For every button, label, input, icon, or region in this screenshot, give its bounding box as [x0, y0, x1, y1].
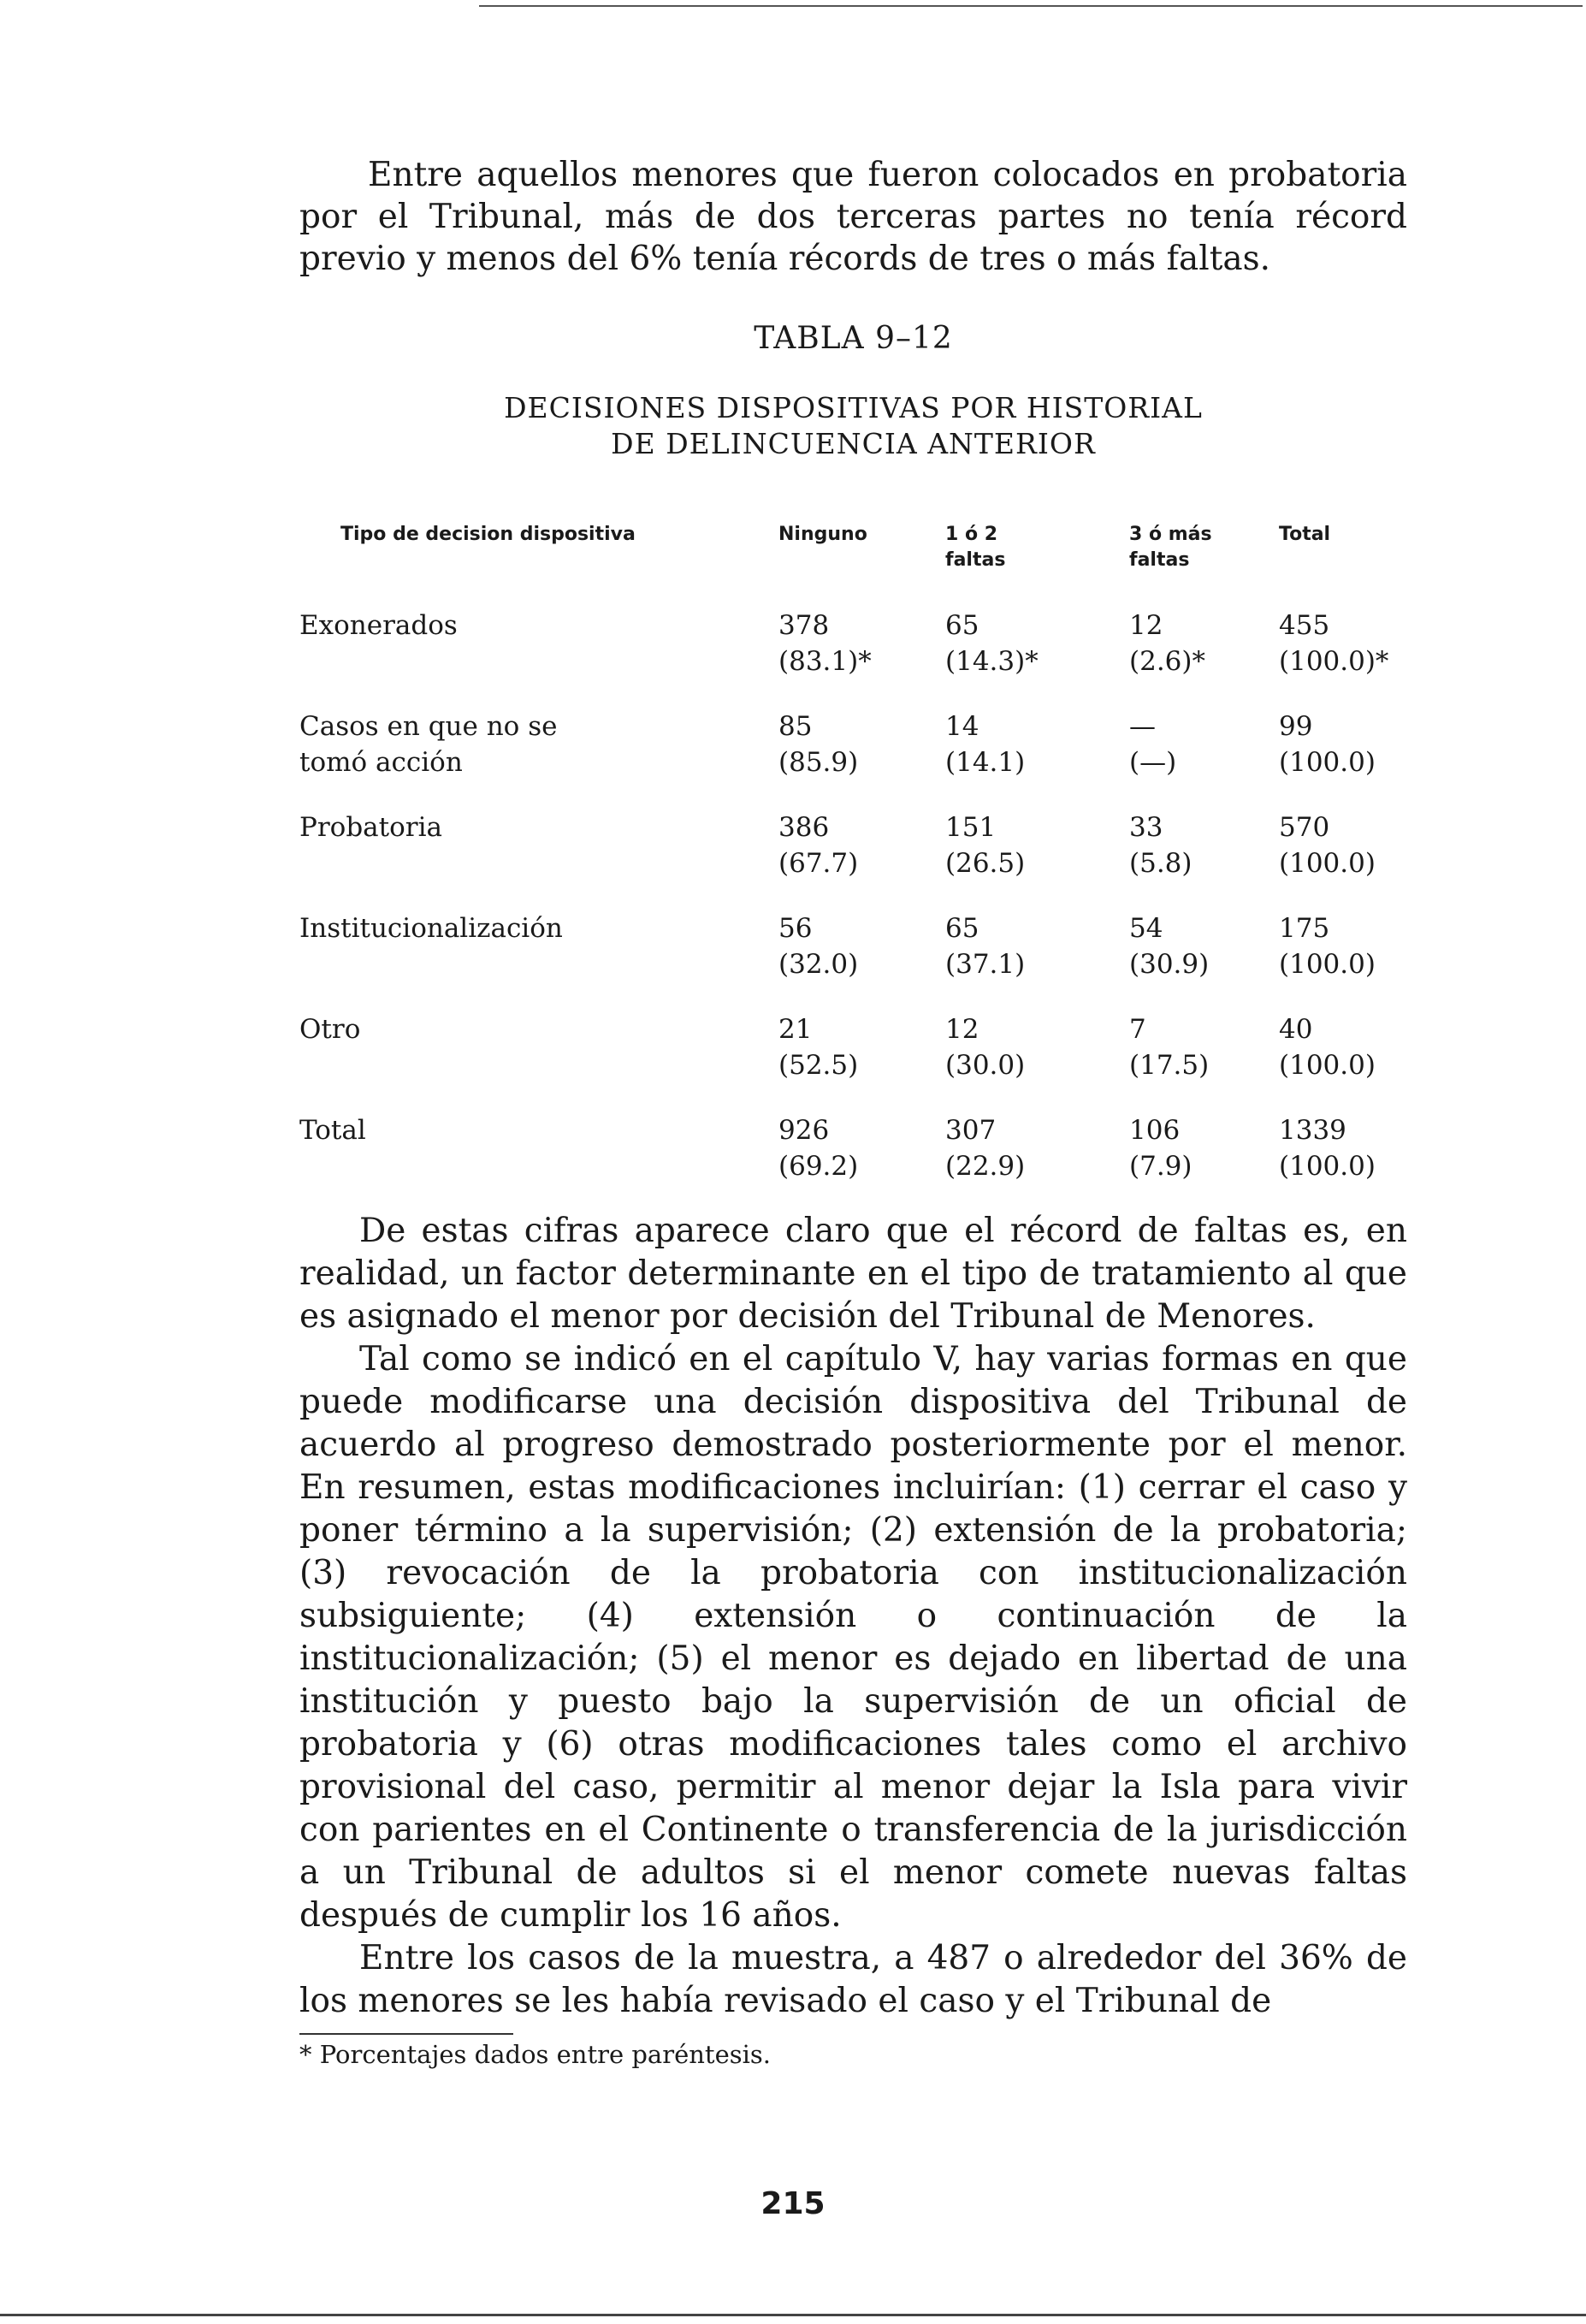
cell-percent: (67.7)	[778, 848, 859, 879]
cell-total	[1279, 809, 1407, 881]
cell-percent: (5.8)	[1129, 848, 1192, 879]
cell-count: 14	[945, 711, 979, 742]
header-total-label: Total	[1279, 524, 1331, 545]
cell-none	[778, 910, 945, 982]
cell-none	[778, 1112, 945, 1184]
header-three-more-line-1: 3 ó más	[1129, 524, 1212, 545]
cell-count: 455	[1279, 610, 1330, 641]
header-none-label: Ninguno	[778, 524, 867, 545]
header-disposition-type: Tipo de decision dispositiva	[340, 524, 636, 545]
cell-one-two	[945, 608, 1129, 679]
cell-count: 56	[778, 913, 813, 944]
cell-percent: (100.0)	[1279, 848, 1376, 879]
cell-none	[778, 1011, 945, 1083]
cell-count: 40	[1279, 1014, 1313, 1045]
row-label	[299, 910, 778, 982]
cell-percent: (7.9)	[1129, 1151, 1192, 1182]
cell-count: 175	[1279, 913, 1330, 944]
cell-percent: (—)	[1129, 747, 1177, 778]
cell-one-two	[945, 708, 1129, 780]
cell-three-more	[1129, 608, 1279, 679]
cell-count: 1339	[1279, 1115, 1346, 1146]
row-label	[299, 708, 778, 780]
row-label-line-2: tomó acción	[299, 747, 463, 778]
cell-percent: (14.1)	[945, 747, 1026, 778]
cell-one-two	[945, 1112, 1129, 1184]
cell-percent: (30.9)	[1129, 949, 1210, 980]
cell-total	[1279, 910, 1407, 982]
header-none	[778, 522, 945, 573]
cell-percent: (22.9)	[945, 1151, 1026, 1182]
table-row-total	[299, 1112, 1407, 1184]
cell-total	[1279, 608, 1407, 679]
cell-none	[778, 708, 945, 780]
cell-percent: (26.5)	[945, 848, 1026, 879]
table-header-row	[299, 522, 1407, 573]
page-content	[299, 154, 1407, 2069]
header-total	[1279, 522, 1407, 573]
cell-total	[1279, 708, 1407, 780]
cell-percent: (14.3)*	[945, 646, 1039, 677]
cell-three-more	[1129, 809, 1279, 881]
cell-count: 54	[1129, 913, 1163, 944]
table-title: TABLA 9–12	[754, 321, 953, 356]
row-label-line-1: Casos en que no se	[299, 711, 558, 742]
table-subtitle-line-2: DE DELINCUENCIA ANTERIOR	[611, 427, 1096, 460]
cell-three-more	[1129, 1011, 1279, 1083]
row-label-line-1: Probatoria	[299, 812, 443, 843]
cell-count: 106	[1129, 1115, 1181, 1146]
cell-count: 7	[1129, 1014, 1146, 1045]
cell-none	[778, 809, 945, 881]
cell-count: 99	[1279, 711, 1313, 742]
cell-one-two	[945, 910, 1129, 982]
cell-count: 21	[778, 1014, 813, 1045]
page-number: 215	[760, 2186, 826, 2221]
footnote-rule	[299, 2033, 513, 2035]
row-label-line-1: Otro	[299, 1014, 361, 1045]
row-label	[299, 1112, 778, 1184]
cell-percent: (100.0)	[1279, 1151, 1376, 1182]
body-text	[299, 1210, 1407, 2023]
cell-count: 926	[778, 1115, 830, 1146]
header-one-two	[945, 522, 1129, 573]
row-label	[299, 608, 778, 679]
cell-count: 151	[945, 812, 997, 843]
cell-count: —	[1129, 711, 1156, 742]
cell-percent: (100.0)	[1279, 1050, 1376, 1081]
cell-percent: (100.0)	[1279, 949, 1376, 980]
cell-count: 386	[778, 812, 830, 843]
cell-percent: (100.0)*	[1279, 646, 1389, 677]
paragraph-2: Tal como se indicó en el capítulo V, hay varias formas en que puede modificarse una decisión dispositiva del Tribunal de acuerdo al progreso demostrado posteriormente por el menor. En resumen, estas modificaciones incluirían: (1) cerrar el caso y poner término a la supervisión; (2) extensión de la probatoria; (3) revocación de la probatoria con institucionalización subsiguiente; (4) extensión o continuación de la institucionalización; (5) el menor es dejado en libertad de una institución y puesto bajo la supervisión de un oficial de probatoria y (6) otras modificaciones tales como el archivo provisional del caso, permitir al menor dejar la Isla para vivir con parientes en el Continente o transferencia de la jurisdicción a un Tribunal de adultos si el menor comete nuevas faltas después de cumplir los 16 años.	[299, 1340, 1407, 1935]
header-one-two-line-1: 1 ó 2	[945, 524, 998, 545]
cell-percent: (100.0)	[1279, 747, 1376, 778]
bottom-rule	[0, 2314, 1586, 2316]
cell-one-two	[945, 1011, 1129, 1083]
row-label	[299, 809, 778, 881]
cell-count: 33	[1129, 812, 1163, 843]
disposition-table	[299, 522, 1407, 1184]
header-three-more	[1129, 522, 1279, 573]
cell-three-more	[1129, 910, 1279, 982]
cell-count: 85	[778, 711, 813, 742]
row-label-line-1: Exonerados	[299, 610, 458, 641]
table-row	[299, 708, 1407, 780]
row-label	[299, 1011, 778, 1083]
cell-three-more	[1129, 708, 1279, 780]
paragraph-1: De estas cifras aparece claro que el récord de faltas es, en realidad, un factor determinante en el tipo de tratamiento al que es asignado el menor por decisión del Tribunal de Menores.	[299, 1212, 1407, 1336]
cell-one-two	[945, 809, 1129, 881]
cell-percent: (2.6)*	[1129, 646, 1205, 677]
cell-count: 65	[945, 610, 979, 641]
table-row	[299, 1011, 1407, 1083]
paragraph-3: Entre los casos de la muestra, a 487 o alrededor del 36% de los menores se les había revisado el caso y el Tribunal de	[299, 1939, 1407, 2020]
cell-percent: (52.5)	[778, 1050, 859, 1081]
header-three-more-line-2: faltas	[1129, 549, 1190, 571]
table-subtitle	[299, 390, 1407, 462]
cell-percent: (83.1)*	[778, 646, 872, 677]
cell-percent: (69.2)	[778, 1151, 859, 1182]
cell-count: 12	[1129, 610, 1163, 641]
table-row	[299, 608, 1407, 679]
cell-percent: (32.0)	[778, 949, 859, 980]
top-rule	[479, 5, 1583, 7]
cell-total	[1279, 1011, 1407, 1083]
cell-three-more	[1129, 1112, 1279, 1184]
cell-count: 570	[1279, 812, 1330, 843]
cell-percent: (85.9)	[778, 747, 859, 778]
cell-count: 12	[945, 1014, 979, 1045]
header-one-two-line-2: faltas	[945, 549, 1006, 571]
table-row	[299, 809, 1407, 881]
table-body	[299, 608, 1407, 1184]
row-label-line-1: Total	[299, 1115, 366, 1146]
cell-none	[778, 608, 945, 679]
cell-percent: (17.5)	[1129, 1050, 1210, 1081]
table-subtitle-line-1: DECISIONES DISPOSITIVAS POR HISTORIAL	[504, 391, 1203, 424]
cell-count: 307	[945, 1115, 997, 1146]
cell-count: 65	[945, 913, 979, 944]
cell-count: 378	[778, 610, 830, 641]
intro-paragraph: Entre aquellos menores que fueron colocados en probatoria por el Tribunal, más de dos terceras partes no tenía récord previo y menos del 6% tenía récords de tres o más faltas.	[299, 156, 1407, 278]
row-label-line-1: Institucionalización	[299, 913, 563, 944]
cell-percent: (30.0)	[945, 1050, 1026, 1081]
footnote: * Porcentajes dados entre paréntesis.	[299, 2040, 771, 2069]
table-row	[299, 910, 1407, 982]
cell-total	[1279, 1112, 1407, 1184]
cell-percent: (37.1)	[945, 949, 1026, 980]
